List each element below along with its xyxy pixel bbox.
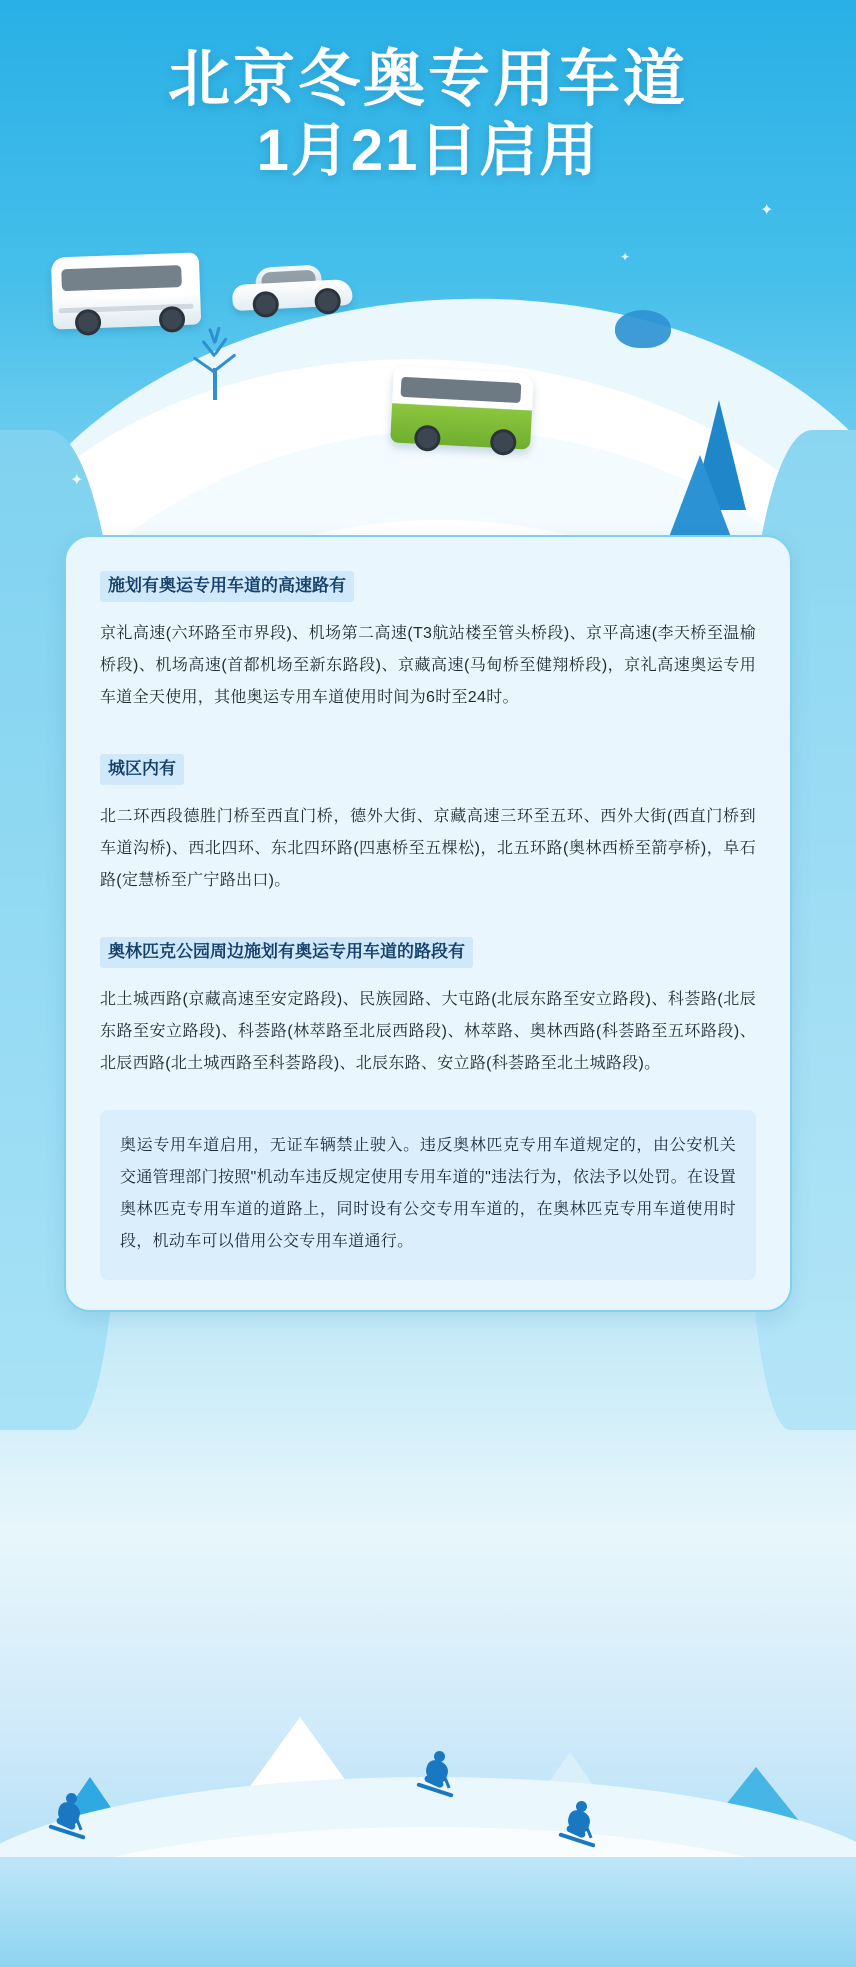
white-bus-icon: [51, 252, 201, 329]
section-heading-olympic-park: 奥林匹克公园周边施划有奥运专用车道的路段有: [100, 937, 473, 968]
skier-icon: [562, 1801, 596, 1847]
poster-title-line1: 北京冬奥专用车道: [167, 45, 688, 114]
snowflake-icon: ✦: [70, 472, 84, 489]
white-car-icon: [231, 259, 354, 319]
bus-window: [61, 265, 182, 291]
notice-block: 奥运专用车道启用，无证车辆禁止驶入。违反奥林匹克专用车道规定的，由公安机关交通管理部门按照"机动车违反规定使用专用车道的"违法行为，依法予以处罚。在设置奥林匹克专用车道的道路上，同时设有公交专用车道的，在奥林匹克专用车道使用时段，机动车可以借用公交专用车道通行。: [100, 1110, 756, 1280]
poster-title-line2: 1月21日启用: [256, 118, 600, 184]
skier-icon: [420, 1751, 454, 1797]
snow-ground: [0, 1857, 856, 1967]
section-heading-highways: 施划有奥运专用车道的高速路有: [100, 571, 354, 602]
tree-branch: [193, 356, 216, 373]
snowflake-icon: ✦: [760, 202, 774, 219]
section-body-urban: 北二环西段德胜门桥至西直门桥，德外大街、京藏高速三环至五环、西外大街(西直门桥到车道沟桥)、西北四环、东北四环路(四惠桥至五棵松)，北五环路(奥林西桥至箭亭桥)，阜石路(定慧桥至广宁路出口)。: [100, 808, 756, 890]
skier-icon: [52, 1793, 86, 1839]
winter-tree-icon: [180, 325, 250, 400]
bush-icon: [615, 310, 671, 348]
bus-window: [401, 377, 522, 403]
content-card: [64, 535, 792, 1312]
car-wheel: [314, 287, 341, 314]
poster-title-block: [0, 44, 856, 188]
car-wheel: [252, 291, 279, 318]
snowflake-icon: ✦: [620, 250, 631, 264]
section-body-olympic-park: 北土城西路(京藏高速至安定路段)、民族园路、大屯路(北辰东路至安立路段)、科荟路(北辰东路至安立路段)、科荟路(林萃路至北辰西路段)、林萃路、奥林西路(科荟路至五环路段)、北辰西路(北土城西路至科荟路段)、北辰东路、安立路(科荟路至北土城路段)。: [100, 991, 756, 1073]
section-body-highways: 京礼高速(六环路至市界段)、机场第二高速(T3航站楼至管头桥段)、京平高速(李天桥至温榆桥段)、机场高速(首都机场至新东路段)、京藏高速(马甸桥至健翔桥段)，京礼高速奥运专用车道全天使用，其他奥运专用车道使用时间为6时至24时。: [100, 625, 756, 707]
section-heading-urban: 城区内有: [100, 754, 184, 785]
pine-tree-icon: [666, 455, 734, 545]
tree-branch: [214, 353, 236, 371]
green-bus-icon: [390, 366, 534, 449]
